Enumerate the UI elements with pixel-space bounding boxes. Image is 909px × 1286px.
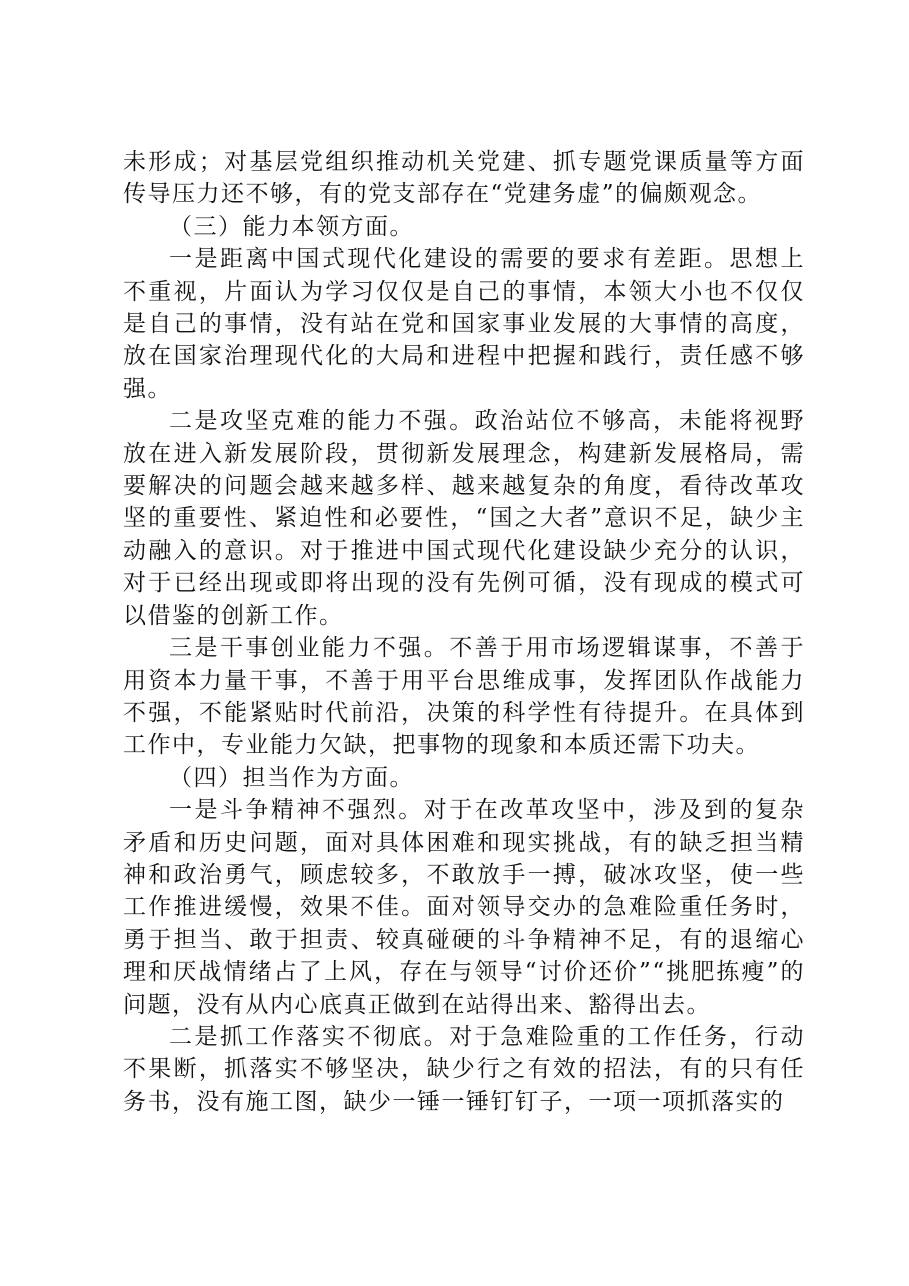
- section-heading-responsibility: （四）担当作为方面。: [169, 764, 414, 791]
- paragraph-responsibility-2: 二是抓工作落实不彻底。对于急难险重的工作任务，行动不果断，抓落实不够坚决，缺少行之有效的招法，有的只有任务书，没有施工图，缺少一锤一锤钉钉子，一项一项抓落实的: [123, 1023, 805, 1115]
- document-body: [123, 146, 805, 1118]
- section-heading-ability: （三）能力本领方面。: [169, 213, 414, 240]
- paragraph-ability-1: 一是距离中国式现代化建设的需要的要求有差距。思想上不重视，片面认为学习仅仅是自己的事情，本领大小也不仅仅是自己的事情，没有站在党和国家事业发展的大事情的高度，放在国家治理现代化的大局和进程中把握和践行，责任感不够强。: [123, 246, 805, 402]
- paragraph-continuation: 未形成；对基层党组织推动机关党建、抓专题党课质量等方面传导压力还不够，有的党支部存在“党建务虚”的偏颇观念。: [123, 149, 805, 208]
- paragraph-responsibility-1: 一是斗争精神不强烈。对于在改革攻坚中，涉及到的复杂矛盾和历史问题，面对具体困难和现实挑战，有的缺乏担当精神和政治勇气，顾虑较多，不敢放手一搏，破冰攻坚，使一些工作推进缓慢，效果不佳。面对领导交办的急难险重任务时，勇于担当、敢于担责、较真碰硬的斗争精神不足，有的退缩心理和厌战情绪占了上风，存在与领导“讨价还价”“挑肥拣瘦”的问题，没有从内心底真正做到在站得出来、豁得出去。: [123, 797, 805, 1018]
- paragraph-ability-2: 二是攻坚克难的能力不强。政治站位不够高，未能将视野放在进入新发展阶段，贯彻新发展理念，构建新发展格局，需要解决的问题会越来越多样、越来越复杂的角度，看待改革攻坚的重要性、紧迫性和必要性，“国之大者”意识不足，缺少主动融入的意识。对于推进中国式现代化建设缺少充分的认识，对于已经出现或即将出现的没有先例可循，没有现成的模式可以借鉴的创新工作。: [123, 408, 805, 629]
- paragraph-ability-3: 三是干事创业能力不强。不善于用市场逻辑谋事，不善于用资本力量干事，不善于用平台思维成事，发挥团队作战能力不强，不能紧贴时代前沿，决策的科学性有待提升。在具体到工作中，专业能力欠缺，把事物的现象和本质还需下功夫。: [123, 635, 805, 759]
